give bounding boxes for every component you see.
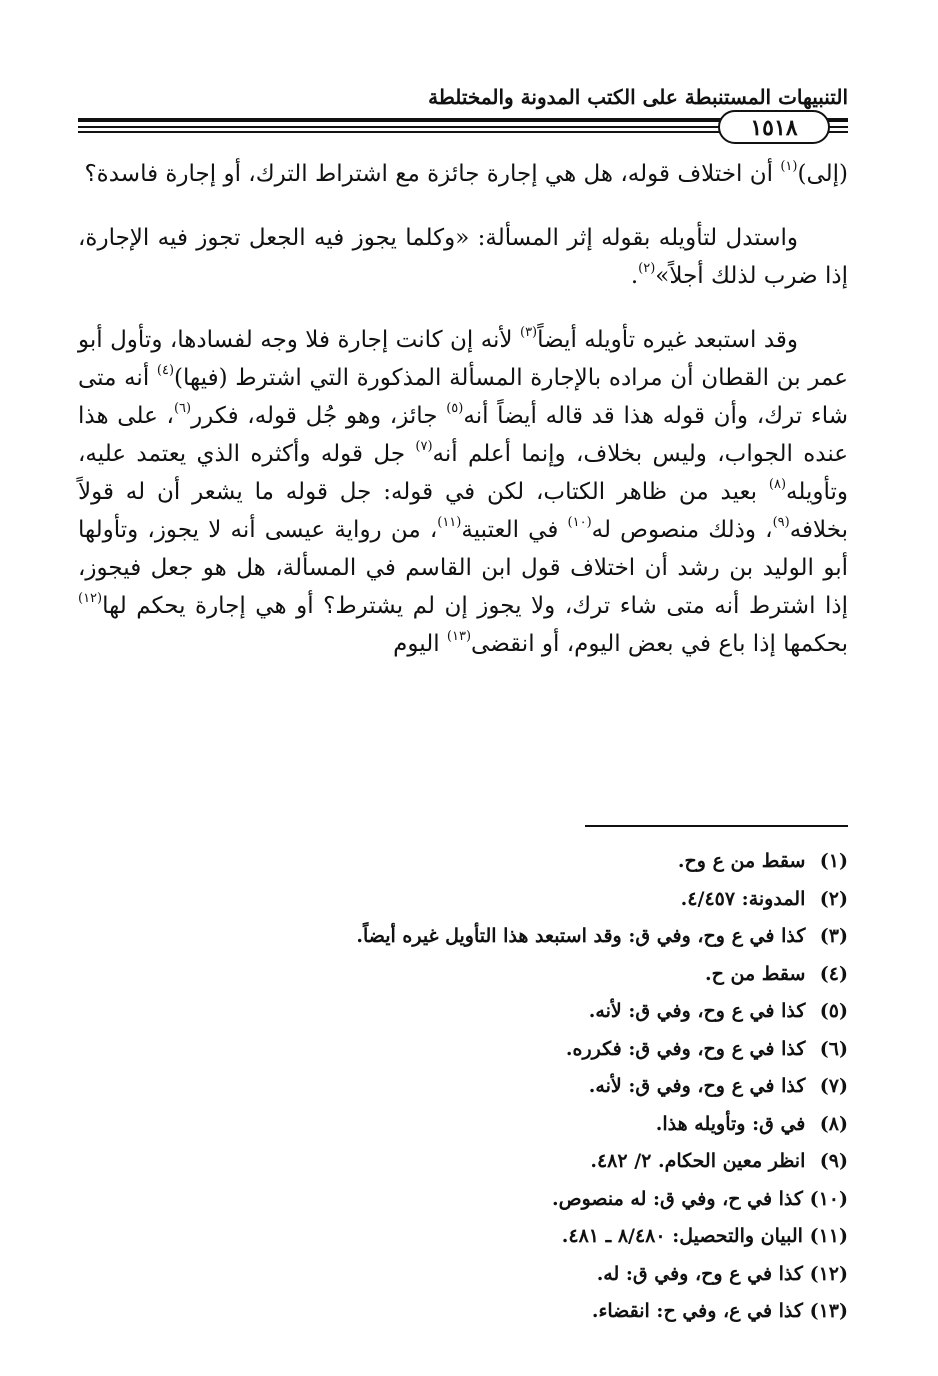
- footnote-marker: (١٠): [567, 515, 592, 531]
- footnote-item: [150, 918, 848, 956]
- text-run: لأنه إن كانت إجارة فلا وجه لفسادها، وتأول أبو عمر بن القطان أن مراده بالإجارة المسألة المذكورة التي اشترط (فيها): [78, 327, 848, 391]
- footnote-item: [150, 1068, 848, 1106]
- text-run: بعيد من ظاهر الكتاب، لكن في قوله: جل قوله ما يشعر أن له قولاً بخلافه: [78, 479, 849, 543]
- footnote-number: (١٣): [809, 1300, 848, 1322]
- footnote-marker: (٣): [519, 325, 538, 341]
- text-run: واستدل لتأويله بقوله إثر المسألة: «وكلما يجوز فيه الجعل تجوز فيه الإجارة، إذا ضرب لذلك أجلاً»: [78, 225, 848, 289]
- footnote-text: كذا في ع، وفي ح: انقضاء.: [591, 1300, 803, 1322]
- footnote-text: كذا في ع وح، وفي ق: له.: [596, 1262, 803, 1285]
- text-run: (إلى): [797, 161, 848, 187]
- footnote-marker: (٢): [638, 261, 656, 277]
- footnote-item: [150, 843, 848, 881]
- running-header-title: التنبيهات المستنبطة على الكتب المدونة والمختلطة: [428, 85, 848, 109]
- footnote-text: سقط من ح.: [705, 962, 806, 985]
- footnote-number: (١): [819, 850, 848, 872]
- text-run: وقد استبعد غيره تأويله أيضاً: [537, 327, 799, 353]
- footnote-item: [150, 1218, 848, 1256]
- footnote-text: كذا في ح، وفي ق: له منصوص.: [552, 1187, 803, 1210]
- footnote-number: (٧): [819, 1075, 848, 1097]
- footnote-text: المدونة: ٤/٤٥٧.: [680, 887, 806, 910]
- text-run: ، من رواية عيسى أنه لا يجوز، وتأولها أبو الوليد بن رشد أن اختلاف قول ابن القاسم في المسألة، هل هو جعل فيجوز، إذا اشترط أنه متى شاء ترك، ولا يجوز إن لم يشترط؟ أو هي إجارة يحكم لها: [78, 517, 848, 619]
- text-run: أن اختلاف قوله، هل هي إجارة جائزة مع اشتراط الترك، أو إجارة فاسدة؟: [84, 161, 781, 187]
- footnote-marker: (١٢): [78, 591, 103, 607]
- footnote-number: (١٢): [809, 1262, 848, 1285]
- text-run: اليوم: [393, 631, 447, 657]
- footnote-number: (٢): [819, 887, 848, 910]
- paragraph: [78, 219, 848, 295]
- footnote-item: [150, 1143, 848, 1181]
- footnote-item: [150, 1293, 848, 1331]
- footnote-text: كذا في ع وح، وفي ق: لأنه.: [588, 1000, 806, 1022]
- footnote-marker: (٨): [768, 477, 787, 493]
- footnote-number: (١١): [809, 1225, 848, 1247]
- footnote-item: [150, 881, 848, 919]
- footnote-marker: (١١): [437, 515, 462, 531]
- footnote-marker: (٩): [772, 515, 790, 531]
- footnote-text: كذا في ع وح، وفي ق: فكرره.: [565, 1037, 806, 1060]
- footnote-marker: (٧): [415, 439, 433, 455]
- paragraph: [78, 155, 848, 193]
- text-run: جل قوله وأكثره الذي يعتمد عليه، وتأويله: [78, 441, 848, 505]
- footnote-number: (٣): [819, 925, 848, 947]
- text-run: ، على هذا عنده الجواب، وليس بخلاف، وإنما أعلم أنه: [78, 403, 848, 467]
- main-text: [78, 155, 848, 689]
- text-run: .: [630, 263, 639, 289]
- footnote-number: (٤): [819, 962, 848, 985]
- footnote-number: (٥): [819, 1000, 848, 1022]
- footnote-marker: (١٣): [446, 629, 472, 645]
- footnote-item: [150, 1256, 848, 1294]
- footnote-item: [150, 1106, 848, 1144]
- footnotes-list: [150, 843, 848, 1331]
- footnote-number: (٩): [819, 1150, 848, 1172]
- footnote-item: [150, 1181, 848, 1219]
- footnote-text: في ق: وتأويله هذا.: [655, 1112, 806, 1135]
- footnote-text: كذا في ع وح، وفي ق: وقد استبعد هذا التأويل غيره أيضاً.: [356, 925, 806, 947]
- footnote-text: انظر معين الحكام. ٢/ ٤٨٢.: [590, 1150, 806, 1172]
- footnote-number: (٦): [819, 1037, 848, 1060]
- footnote-marker: (٥): [446, 401, 464, 417]
- footnote-separator: [585, 825, 848, 827]
- text-run: في العتبية: [461, 517, 568, 543]
- footnote-number: (٨): [819, 1112, 848, 1135]
- footnote-text: سقط من ع وح.: [677, 850, 806, 872]
- footnote-number: (١٠): [809, 1187, 848, 1210]
- footnote-item: [150, 1031, 848, 1069]
- footnote-marker: (١): [780, 159, 798, 175]
- text-run: جائز، وهو جُل قوله، فكرر: [191, 403, 447, 429]
- text-run: أنه متى شاء ترك، وأن قوله هذا قد قاله أيضاً أنه: [78, 365, 849, 429]
- footnote-marker: (٦): [173, 401, 192, 417]
- footnote-item: [150, 993, 848, 1031]
- footnote-text: البيان والتحصيل: ٨/٤٨٠ ـ ٤٨١.: [561, 1225, 803, 1247]
- footnote-marker: (٤): [156, 363, 175, 379]
- footnote-text: كذا في ع وح، وفي ق: لأنه.: [588, 1075, 806, 1097]
- text-run: ، وذلك منصوص له: [591, 517, 773, 543]
- footnote-item: [150, 956, 848, 994]
- paragraph: [78, 321, 848, 663]
- page-number-badge: ١٥١٨: [718, 110, 830, 144]
- text-run: بحكمها إذا باع في بعض اليوم، أو انقضى: [471, 631, 848, 657]
